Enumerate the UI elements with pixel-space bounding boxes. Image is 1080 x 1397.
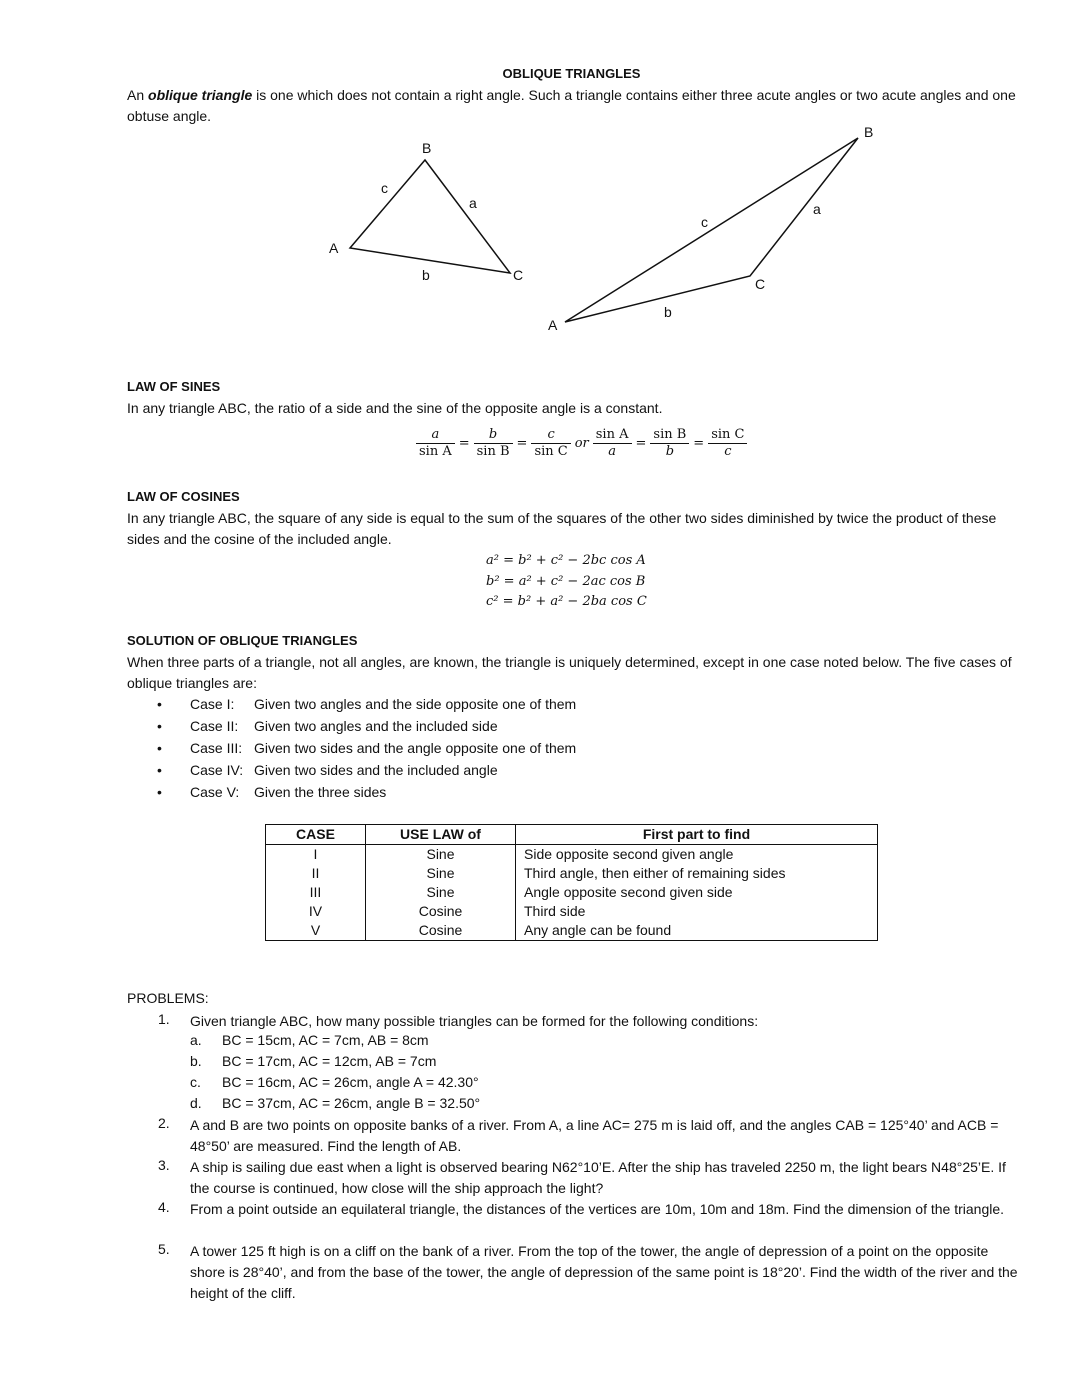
fraction-denominator: c bbox=[708, 443, 747, 460]
fig1-vertex-a: A bbox=[329, 240, 339, 256]
table-header-row bbox=[266, 825, 878, 845]
problem-2-text: A and B are two points on opposite banks of a river. From A, a line AC= 275 m is laid off, and the angles CAB = 125°40’ and ACB = 48°50’ are measured. Find the length of AB. bbox=[190, 1117, 999, 1154]
solution-text: When three parts of a triangle, not all angles, are known, the triangle is uniquely determined, except in one case noted below. The five cases of oblique triangles are: bbox=[127, 654, 1012, 691]
law-of-cosines-text: In any triangle ABC, the square of any side is equal to the sum of the squares of the other two sides diminished by twice the product of these sides and the cosine of the included angle. bbox=[127, 510, 997, 547]
table-cell-first-part: Angle opposite second given side bbox=[516, 883, 878, 902]
law-of-sines-heading: LAW OF SINES bbox=[127, 379, 221, 394]
fig2-side-a: a bbox=[813, 201, 821, 217]
table-cell-law: Sine bbox=[366, 883, 516, 902]
table-cell-case: V bbox=[266, 921, 366, 941]
fraction-numerator: sin C bbox=[711, 427, 745, 442]
triangle-figure-obtuse bbox=[548, 124, 873, 333]
equals-sign: = bbox=[693, 436, 705, 451]
law-selection-table bbox=[265, 824, 878, 941]
table-cell-first-part: Third side bbox=[516, 902, 878, 921]
fraction-denominator: a bbox=[593, 443, 632, 460]
fraction-denominator: sin A bbox=[416, 443, 455, 460]
table-cell-first-part: Side opposite second given angle bbox=[516, 845, 878, 865]
problem-2-number: 2. bbox=[158, 1115, 170, 1131]
fraction-numerator: sin A bbox=[595, 427, 629, 442]
table-cell-first-part: Third angle, then either of remaining sides bbox=[516, 864, 878, 883]
table-cell-case: III bbox=[266, 883, 366, 902]
problem-1d-text: BC = 37cm, AC = 26cm, angle B = 32.50° bbox=[222, 1095, 481, 1111]
table-cell-case: IV bbox=[266, 902, 366, 921]
cosine-formula-c: c² = b² + a² − 2ba cos C bbox=[486, 594, 647, 609]
case-bullet: • bbox=[157, 784, 162, 800]
case-2-label: Case II: bbox=[190, 718, 239, 734]
sines-fraction-3 bbox=[531, 427, 570, 460]
problem-1d-label: d. bbox=[190, 1095, 202, 1111]
problem-1c-text: BC = 16cm, AC = 26cm, angle A = 42.30° bbox=[222, 1074, 479, 1090]
case-4-label: Case IV: bbox=[190, 762, 244, 778]
obtuse-triangle-shape bbox=[565, 138, 858, 322]
case-4-desc: Given two sides and the included angle bbox=[254, 762, 498, 778]
table-cell-case: II bbox=[266, 864, 366, 883]
law-of-cosines-formulas bbox=[486, 551, 647, 613]
problem-3-text: A ship is sailing due east when a light is observed bearing N62°10’E. After the ship has traveled 2250 m, the light bears N48°25’E. If the course is continued, how close will the ship approach the light? bbox=[190, 1159, 1006, 1196]
table-header-first-part: First part to find bbox=[516, 825, 878, 845]
fig1-vertex-c: C bbox=[513, 267, 524, 283]
fig2-vertex-a: A bbox=[548, 317, 558, 333]
case-bullet: • bbox=[157, 740, 162, 756]
problem-1a-text: BC = 15cm, AC = 7cm, AB = 8cm bbox=[222, 1032, 429, 1048]
fraction-denominator: sin C bbox=[531, 443, 570, 460]
cosine-formula-b: b² = a² + c² − 2ac cos B bbox=[486, 573, 646, 589]
sines-fraction-2 bbox=[474, 427, 513, 460]
intro-rest: is one which does not contain a right angle. Such a triangle contains either three acute angles or two acute angles and one obtuse angle. bbox=[127, 87, 1016, 124]
problem-1-number: 1. bbox=[158, 1011, 170, 1027]
fig1-side-a: a bbox=[469, 195, 477, 211]
or-text: or bbox=[574, 436, 589, 451]
problems-heading: PROBLEMS: bbox=[127, 990, 209, 1006]
fig1-vertex-b: B bbox=[422, 140, 432, 156]
intro-term: oblique triangle bbox=[148, 87, 253, 103]
law-of-sines-text: In any triangle ABC, the ratio of a side and the sine of the opposite angle is a constant. bbox=[127, 400, 663, 416]
equals-sign: = bbox=[458, 436, 470, 451]
case-bullet: • bbox=[157, 762, 162, 778]
table-row bbox=[266, 883, 878, 902]
law-of-cosines-heading: LAW OF COSINES bbox=[127, 489, 240, 504]
table-row bbox=[266, 864, 878, 883]
case-5-desc: Given the three sides bbox=[254, 784, 387, 800]
fig1-side-c: c bbox=[381, 180, 388, 196]
case-1-label: Case I: bbox=[190, 696, 235, 712]
fraction-numerator: sin B bbox=[653, 427, 687, 442]
table-header-law: USE LAW of bbox=[366, 825, 516, 845]
fraction-denominator: b bbox=[650, 443, 689, 460]
table-header-case: CASE bbox=[266, 825, 366, 845]
case-3-label: Case III: bbox=[190, 740, 243, 756]
case-bullet: • bbox=[157, 696, 162, 712]
problem-1b-label: b. bbox=[190, 1053, 202, 1069]
cosine-formula-a: a² = b² + c² − 2bc cos A bbox=[486, 553, 646, 568]
table-cell-case: I bbox=[266, 845, 366, 865]
problem-1-text: Given triangle ABC, how many possible triangles can be formed for the following conditions: bbox=[190, 1013, 759, 1029]
table-cell-law: Sine bbox=[366, 864, 516, 883]
fig2-vertex-b: B bbox=[864, 124, 874, 140]
fig2-side-c: c bbox=[701, 214, 708, 230]
intro-prefix: An bbox=[127, 87, 149, 103]
problem-1c-label: c. bbox=[190, 1074, 201, 1090]
fraction-denominator: sin B bbox=[474, 443, 513, 460]
case-5-label: Case V: bbox=[190, 784, 240, 800]
fraction-numerator: b bbox=[488, 427, 498, 442]
table-row bbox=[266, 845, 878, 865]
fig1-side-b: b bbox=[422, 267, 430, 283]
table-cell-law: Cosine bbox=[366, 921, 516, 941]
problem-1b-text: BC = 17cm, AC = 12cm, AB = 7cm bbox=[222, 1053, 437, 1069]
triangle-figures bbox=[0, 0, 1080, 345]
case-1-desc: Given two angles and the side opposite one of them bbox=[254, 696, 577, 712]
equals-sign: = bbox=[635, 436, 647, 451]
problem-5-number: 5. bbox=[158, 1241, 170, 1257]
fig2-side-b: b bbox=[664, 304, 672, 320]
case-3-desc: Given two sides and the angle opposite one of them bbox=[254, 740, 577, 756]
sines-fraction-4 bbox=[593, 427, 632, 460]
table-cell-law: Sine bbox=[366, 845, 516, 865]
problem-4-number: 4. bbox=[158, 1199, 170, 1215]
table-cell-law: Cosine bbox=[366, 902, 516, 921]
law-of-sines-formula bbox=[414, 427, 749, 460]
problem-5-text: A tower 125 ft high is on a cliff on the bank of a river. From the top of the tower, the angle of depression of a point on the opposite shore is 28°40’, and from the base of the tower, the angle of depression of the same point is 18°20’. Find the width of the river and the height of the cliff. bbox=[190, 1243, 1018, 1301]
problem-3-number: 3. bbox=[158, 1157, 170, 1173]
sines-fraction-6 bbox=[708, 427, 747, 460]
triangle-figure-acute bbox=[329, 140, 523, 283]
sines-fraction-5 bbox=[650, 427, 689, 460]
page-title: OBLIQUE TRIANGLES bbox=[502, 66, 641, 81]
table-row bbox=[266, 921, 878, 941]
case-2-desc: Given two angles and the included side bbox=[254, 718, 498, 734]
table-cell-first-part: Any angle can be found bbox=[516, 921, 878, 941]
case-bullet: • bbox=[157, 718, 162, 734]
fraction-numerator: c bbox=[547, 427, 555, 442]
fig2-vertex-c: C bbox=[755, 276, 766, 292]
equals-sign: = bbox=[516, 436, 528, 451]
problem-1a-label: a. bbox=[190, 1032, 202, 1048]
problem-4-text: From a point outside an equilateral triangle, the distances of the vertices are 10m, 10m and 18m. Find the dimension of the triangle. bbox=[190, 1201, 1005, 1217]
table-row bbox=[266, 902, 878, 921]
sines-fraction-1 bbox=[416, 427, 455, 460]
solution-heading: SOLUTION OF OBLIQUE TRIANGLES bbox=[127, 633, 358, 648]
fraction-numerator: a bbox=[431, 427, 440, 442]
acute-triangle-shape bbox=[350, 160, 510, 273]
